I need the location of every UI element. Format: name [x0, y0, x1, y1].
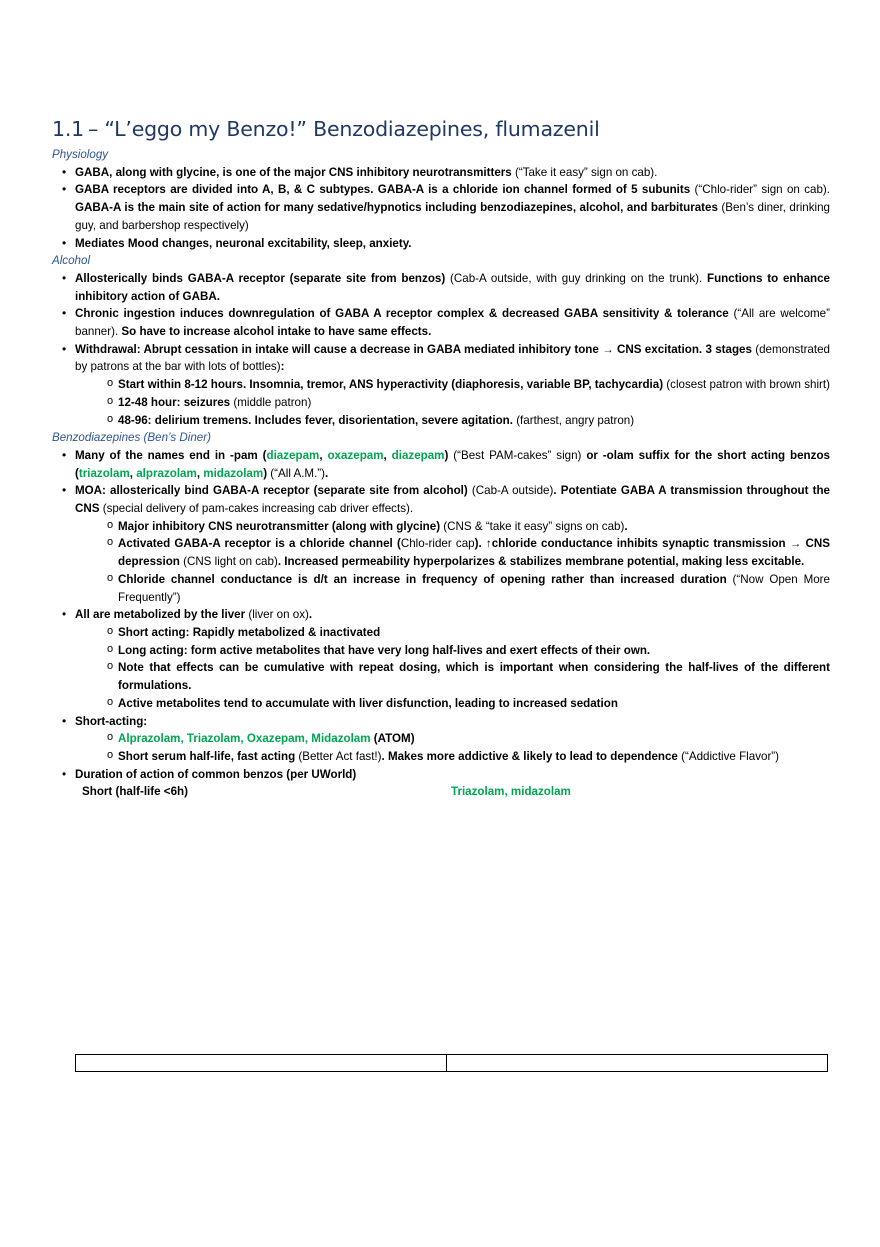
- sub-list: [75, 518, 830, 607]
- section-heading-benzodiazepines: Benzodiazepines (Ben’s Diner): [52, 431, 211, 445]
- list-item: • Chronic ingestion induces downregulation of GABA A receptor complex & decreased GABA sensitivity & tolerance (“All are welcome” banner). So have to increase alcohol intake to have same effects.: [52, 305, 830, 340]
- physiology-list: [52, 164, 830, 253]
- page-title: [52, 117, 600, 141]
- sub-list: [75, 376, 830, 429]
- sub-list-item: o Major inhibitory CNS neurotransmitter (along with glycine) (CNS & “take it easy” signs on cab).: [75, 518, 830, 536]
- list-item: • Short-acting: o Alprazolam, Triazolam, Oxazepam, Midazolam (ATOM) o Short serum half-life, fast acting (Better Act fast!). Makes more addictive & likely to lead to dependence (“Addictive Flavor”): [52, 713, 830, 766]
- section-heading-physiology: Physiology: [52, 148, 109, 161]
- list-item: • Allosterically binds GABA-A receptor (separate site from benzos) (Cab-A outside, with guy drinking on the trunk). Functions to enhance inhibitory action of GABA.: [52, 270, 830, 305]
- sub-list-item: o 12-48 hour: seizures (middle patron): [75, 394, 830, 412]
- sub-list-item: o Chloride channel conductance is d/t an increase in frequency of opening rather than increased duration (“Now Open More Frequently”): [75, 571, 830, 606]
- sub-list-item: o Active metabolites tend to accumulate with liver disfunction, leading to increased sedation: [75, 695, 830, 713]
- duration-value: Triazolam, midazolam: [451, 785, 571, 799]
- table-cell: [447, 1055, 827, 1071]
- duration-label: Short (half-life <6h): [82, 785, 188, 799]
- alcohol-list: [52, 270, 830, 429]
- list-item: • All are metabolized by the liver (liver on ox). o Short acting: Rapidly metabolized & inactivated o Long acting: form active metabolites that have very long half-lives and exert effects of their own. o Note that effects can be cumulative with repeat dosing, which is important when considering the half-lives of the different formulations. o Active metabolites tend to accumulate with liver disfunction, leading to increased sedation: [52, 606, 830, 712]
- sub-list-item: o 48-96: delirium tremens. Includes fever, disorientation, severe agitation. (farthest, angry patron): [75, 412, 830, 430]
- sub-list-item: o Start within 8-12 hours. Insomnia, tremor, ANS hyperactivity (diaphoresis, variable BP, tachycardia) (closest patron with brown shirt): [75, 376, 830, 394]
- document-body: [52, 146, 830, 801]
- list-item: • GABA, along with glycine, is one of the major CNS inhibitory neurotransmitters (“Take it easy” sign on cab).: [52, 164, 830, 182]
- sub-list-item: o Note that effects can be cumulative with repeat dosing, which is important when considering the half-lives of the different formulations.: [75, 659, 830, 694]
- table-cell: [76, 1055, 447, 1071]
- sub-list-item: o Activated GABA-A receptor is a chloride channel (Chlo-rider cap). ↑chloride conductance inhibits synaptic transmission → CNS depression (CNS light on cab). Increased permeability hyperpolarizes & stabilizes membrane potential, making less excitable.: [75, 535, 830, 570]
- list-item: • Withdrawal: Abrupt cessation in intake will cause a decrease in GABA mediated inhibitory tone → CNS excitation. 3 stages (demonstrated by patrons at the bar with lots of bottles): o Start within 8-12 hours. Insomnia, tremor, ANS hyperactivity (diaphoresis, variable BP, tachycardia) (closest patron with brown shirt) o 12-48 hour: seizures (middle patron) o 48-96: delirium tremens. Includes fever, disorientation, severe agitation. (farthest, angry patron): [52, 341, 830, 430]
- section-heading-alcohol: Alcohol: [52, 254, 91, 268]
- sub-list-item: o Long acting: form active metabolites that have very long half-lives and exert effects of their own.: [75, 642, 830, 660]
- sub-list-item: o Short serum half-life, fast acting (Better Act fast!). Makes more addictive & likely to lead to dependence (“Addictive Flavor”): [75, 748, 830, 766]
- duration-row: [52, 783, 830, 801]
- sub-list: [75, 624, 830, 713]
- list-item: • Many of the names end in -pam (diazepam, oxazepam, diazepam) (“Best PAM-cakes” sign) or -olam suffix for the short acting benzos (triazolam, alprazolam, midazolam) (“All A.M.”).: [52, 447, 830, 482]
- sub-list-item: o Short acting: Rapidly metabolized & inactivated: [75, 624, 830, 642]
- sub-list: [75, 730, 830, 765]
- list-item: • Duration of action of common benzos (per UWorld): [52, 766, 830, 784]
- list-item: • GABA receptors are divided into A, B, & C subtypes. GABA-A is a chloride ion channel formed of 5 subunits (“Chlo-rider” sign on cab). GABA-A is the main site of action for many sedative/hypnotics including benzodiazepines, alcohol, and barbiturates (Ben’s diner, drinking guy, and barbershop respectively): [52, 181, 830, 234]
- benzos-list: [52, 447, 830, 783]
- section-number: 1.1: [52, 117, 85, 141]
- title-text: – “L’eggo my Benzo!” Benzodiazepines, flumazenil: [88, 117, 600, 141]
- list-item: • MOA: allosterically bind GABA-A receptor (separate site from alcohol) (Cab-A outside). Potentiate GABA A transmission throughout the CNS (special delivery of pam-cakes increasing cab driver effects). o Major inhibitory CNS neurotransmitter (along with glycine) (CNS & “take it easy” signs on cab). o Activated GABA-A receptor is a chloride channel (Chlo-rider cap). ↑chloride conductance inhibits synaptic transmission → CNS depression (CNS light on cab). Increased permeability hyperpolarizes & stabilizes membrane potential, making less excitable. o Chloride channel conductance is d/t an increase in frequency of opening rather than increased duration (“Now Open More Frequently”): [52, 482, 830, 606]
- sub-list-item: o Alprazolam, Triazolam, Oxazepam, Midazolam (ATOM): [75, 730, 830, 748]
- empty-table: [75, 1054, 828, 1072]
- list-item: • Mediates Mood changes, neuronal excitability, sleep, anxiety.: [52, 235, 830, 253]
